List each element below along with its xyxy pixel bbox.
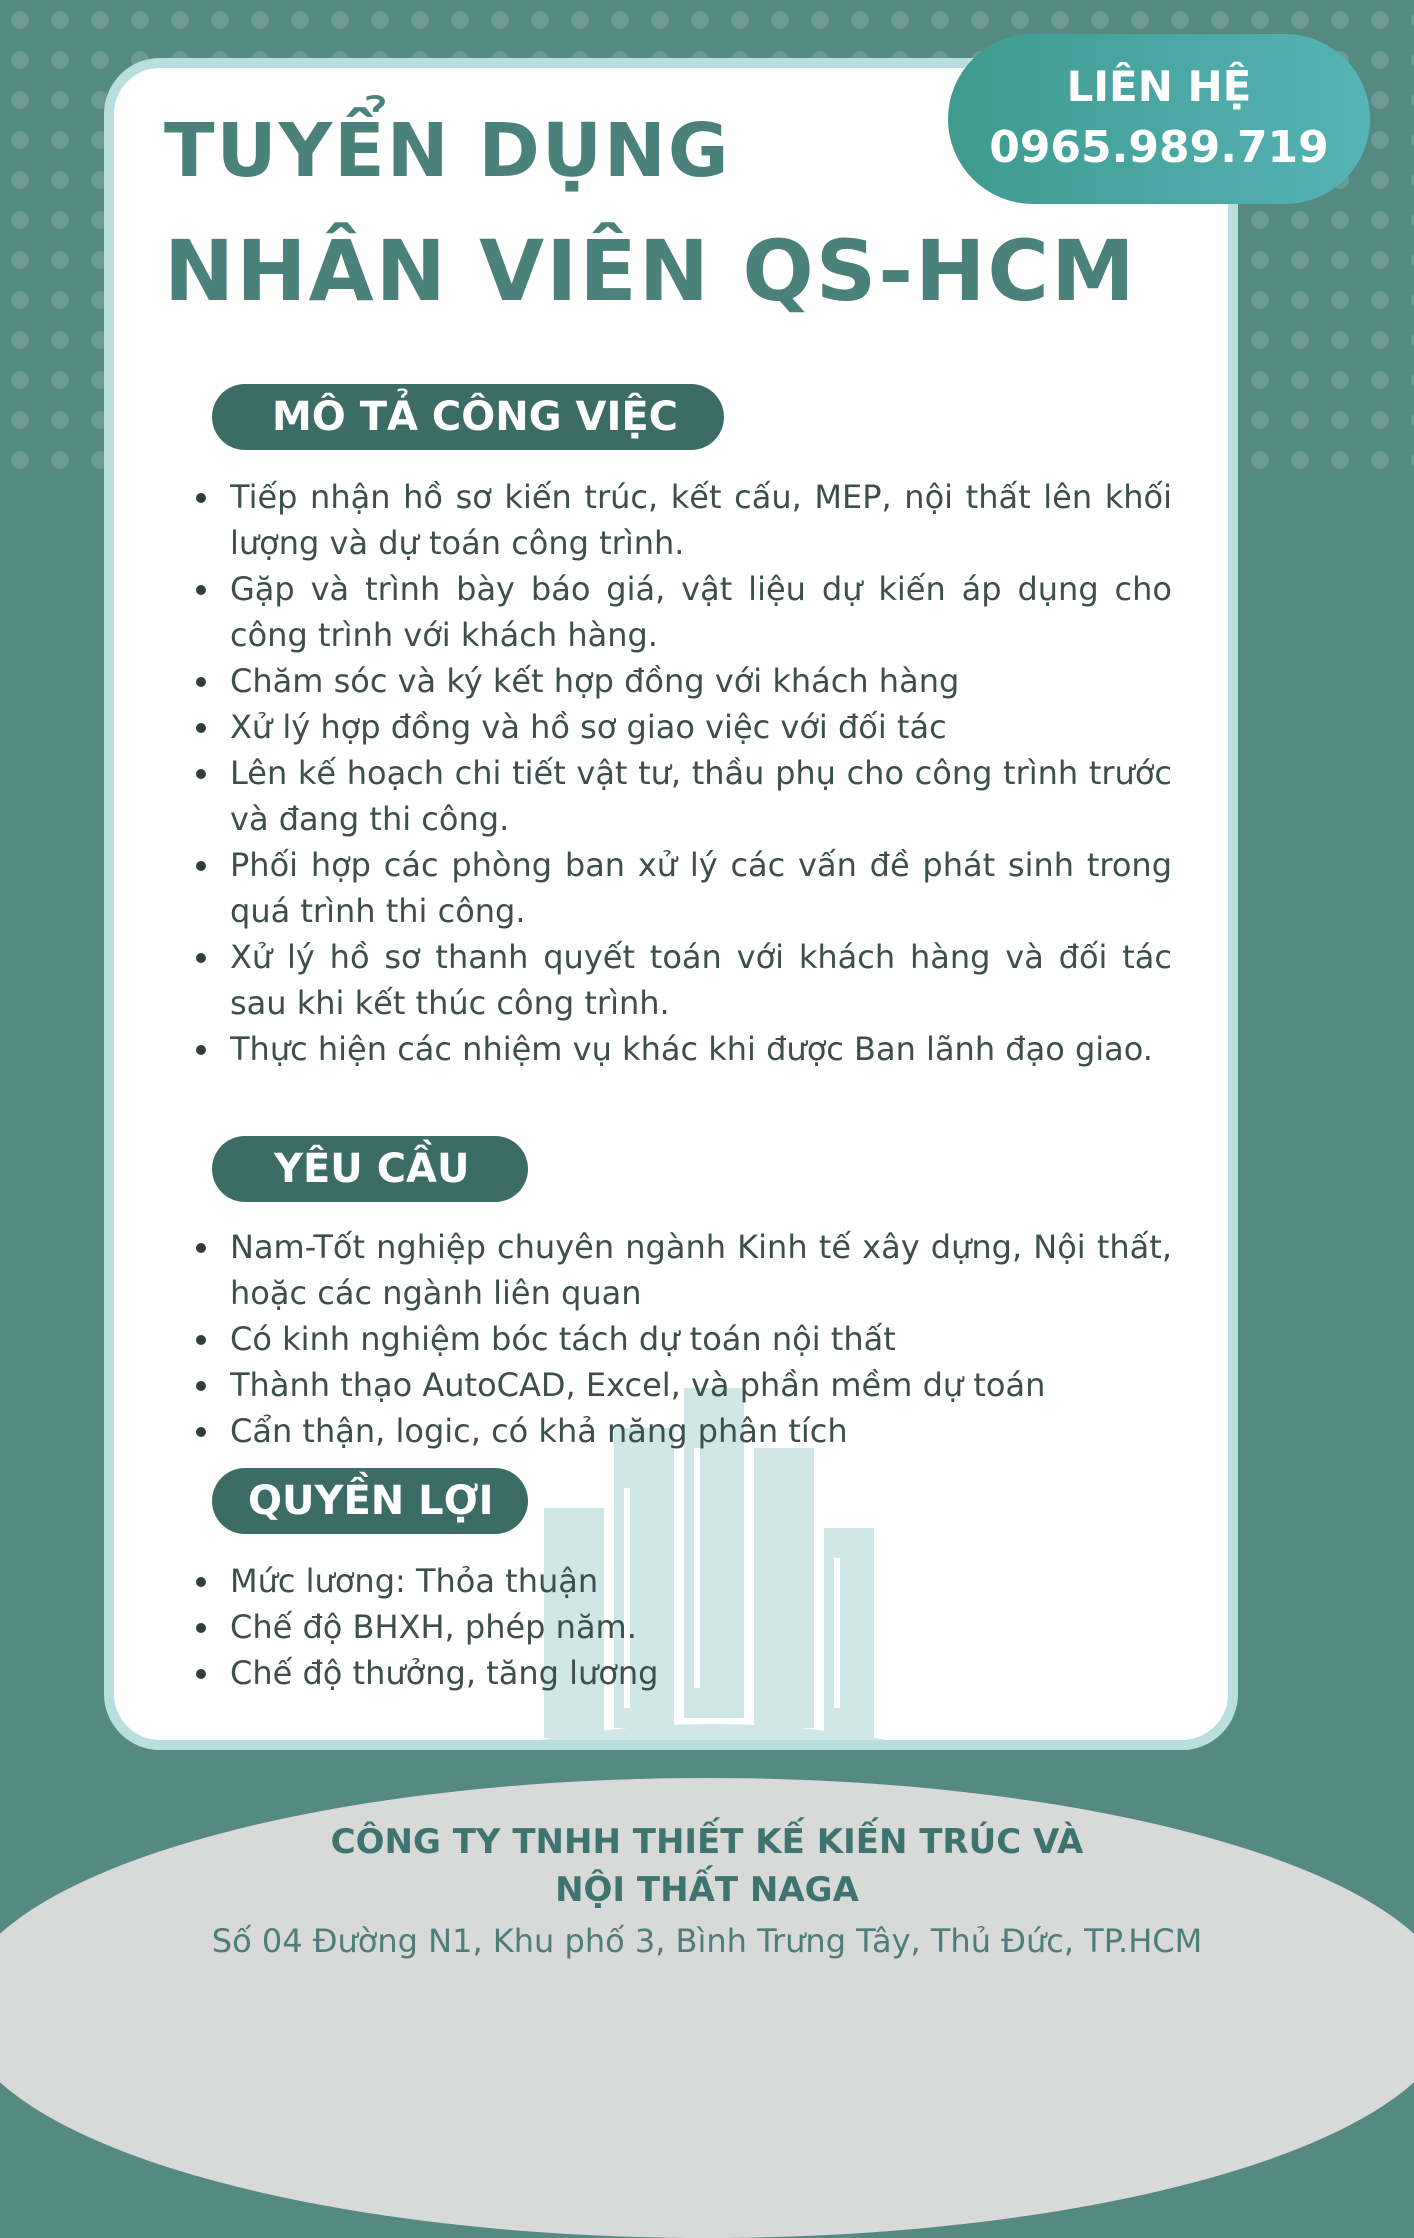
section-heading-job-description: MÔ TẢ CÔNG VIỆC	[212, 384, 724, 450]
list-item: Thực hiện các nhiệm vụ khác khi được Ban lãnh đạo giao.	[230, 1026, 1172, 1072]
list-item: Xử lý hồ sơ thanh quyết toán với khách hàng và đối tác sau khi kết thúc công trình.	[230, 934, 1172, 1026]
company-name-line2: NỘI THẤT NAGA	[555, 1870, 859, 1910]
list-item: Tiếp nhận hồ sơ kiến trúc, kết cấu, MEP, nội thất lên khối lượng và dự toán công trình.	[230, 474, 1172, 566]
requirements-list	[230, 1224, 1172, 1454]
company-name-line1: CÔNG TY TNHH THIẾT KẾ KIẾN TRÚC VÀ	[330, 1822, 1084, 1862]
page-title-line2: NHÂN VIÊN QS-HCM	[164, 222, 1137, 320]
list-item: Thành thạo AutoCAD, Excel, và phần mềm dự toán	[230, 1362, 1172, 1408]
section-heading-requirements: YÊU CẦU	[212, 1136, 528, 1202]
list-item: Chế độ BHXH, phép năm.	[230, 1604, 1172, 1650]
company-address: Số 04 Đường N1, Khu phố 3, Bình Trưng Tây, Thủ Đức, TP.HCM	[211, 1922, 1203, 1960]
contact-badge	[948, 34, 1370, 204]
list-item: Xử lý hợp đồng và hồ sơ giao việc với đối tác	[230, 704, 1172, 750]
list-item: Lên kế hoạch chi tiết vật tư, thầu phụ cho công trình trước và đang thi công.	[230, 750, 1172, 842]
job-description-list	[230, 474, 1172, 1072]
list-item: Gặp và trình bày báo giá, vật liệu dự kiến áp dụng cho công trình với khách hàng.	[230, 566, 1172, 658]
list-item: Chăm sóc và ký kết hợp đồng với khách hàng	[230, 658, 1172, 704]
contact-phone[interactable]: 0965.989.719	[989, 122, 1329, 173]
list-item: Cẩn thận, logic, có khả năng phân tích	[230, 1408, 1172, 1454]
section-heading-benefits: QUYỀN LỢI	[212, 1468, 528, 1534]
list-item: Chế độ thưởng, tăng lương	[230, 1650, 1172, 1696]
page-title-line1: TUYỂN DỤNG	[164, 108, 731, 194]
list-item: Có kinh nghiệm bóc tách dự toán nội thất	[230, 1316, 1172, 1362]
benefits-list	[230, 1558, 1172, 1696]
list-item: Mức lương: Thỏa thuận	[230, 1558, 1172, 1604]
list-item: Nam-Tốt nghiệp chuyên ngành Kinh tế xây dựng, Nội thất, hoặc các ngành liên quan	[230, 1224, 1172, 1316]
list-item: Phối hợp các phòng ban xử lý các vấn đề phát sinh trong quá trình thi công.	[230, 842, 1172, 934]
contact-label: LIÊN HỆ	[1066, 62, 1252, 111]
